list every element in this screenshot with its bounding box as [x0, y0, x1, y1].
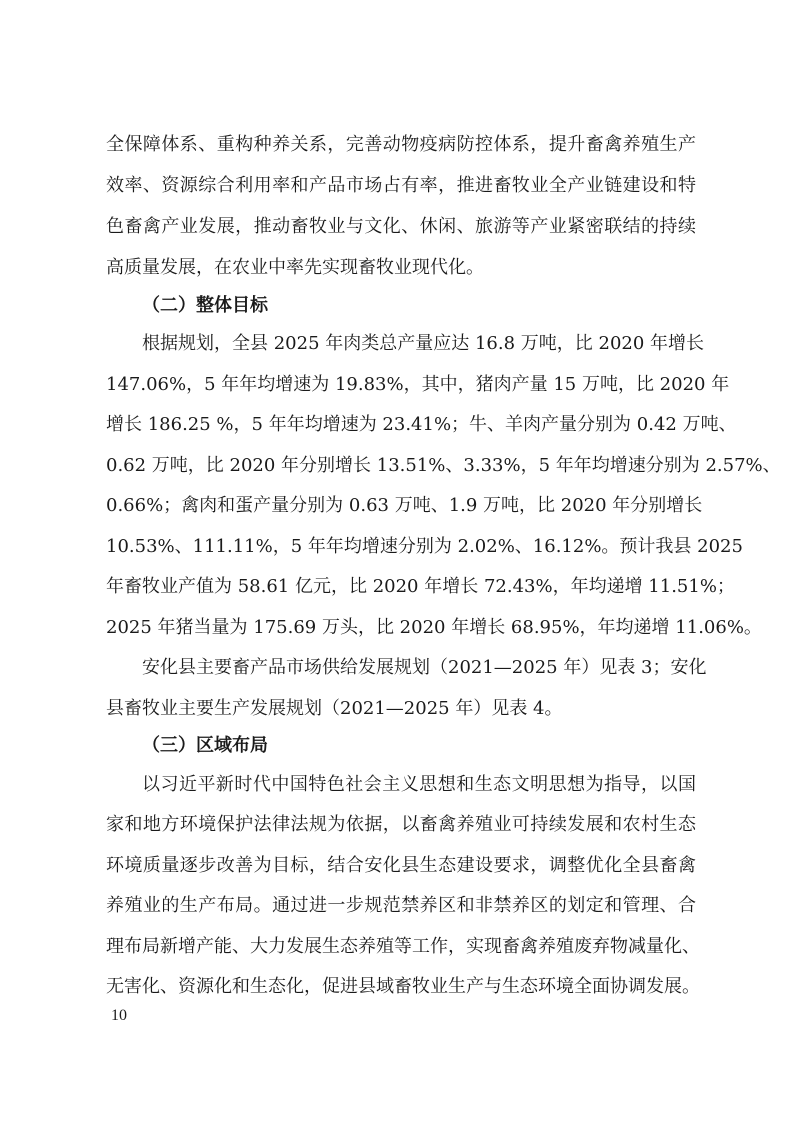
paragraph-2-line-7: 年畜牧业产值为 58.61 亿元，比 2020 年增长 72.43%，年均递增 11.51%； — [106, 576, 735, 597]
paragraph-1-line-3: 色畜禽产业发展，推动畜牧业与文化、休闲、旅游等产业紧密联结的持续 — [106, 216, 696, 237]
paragraph-3-line-1: 安化县主要畜产品市场供给发展规划（2021—2025 年）见表 3；安化 — [142, 657, 707, 678]
paragraph-2-line-6: 10.53%、111.11%，5 年年均增速分别为 2.02%、16.12%。预计我县 2025 — [106, 536, 743, 557]
paragraph-1-line-2: 效率、资源综合利用率和产品市场占有率，推进畜牧业全产业链建设和特 — [106, 175, 696, 196]
paragraph-2-line-2: 147.06%，5 年年均增速为 19.83%，其中，猪肉产量 15 万吨，比 2020 年 — [106, 374, 730, 395]
paragraph-2-line-4: 0.62 万吨，比 2020 年分别增长 13.51%、3.33%，5 年年均增速分别为 2.57%、 — [106, 455, 781, 476]
section-heading-overall-goals: （二）整体目标 — [142, 295, 268, 316]
paragraph-4-line-4: 养殖业的生产布局。通过进一步规范禁养区和非禁养区的划定和管理、合 — [106, 895, 696, 916]
paragraph-3-line-2: 县畜牧业主要生产发展规划（2021—2025 年）见表 4。 — [106, 698, 563, 719]
page-number: 10 — [111, 1007, 127, 1024]
paragraph-2-line-8: 2025 年猪当量为 175.69 万头，比 2020 年增长 68.95%，年均递增 11.06%。 — [106, 617, 762, 638]
paragraph-1-line-1: 全保障体系、重构种养关系，完善动物疫病防控体系，提升畜禽养殖生产 — [106, 134, 696, 155]
paragraph-2-line-3: 增长 186.25 %，5 年年均增速为 23.41%；牛、羊肉产量分别为 0.42 万吨、 — [106, 414, 737, 435]
paragraph-4-line-5: 理布局新增产能、大力发展生态养殖等工作，实现畜禽养殖废弃物减量化、 — [106, 936, 700, 957]
paragraph-4-line-6: 无害化、资源化和生态化，促进县域畜牧业生产与生态环境全面协调发展。 — [106, 976, 700, 997]
paragraph-2-line-5: 0.66%；禽肉和蛋产量分别为 0.63 万吨、1.9 万吨，比 2020 年分别增长 — [106, 495, 703, 516]
paragraph-4-line-2: 家和地方环境保护法律法规为依据，以畜禽养殖业可持续发展和农村生态 — [106, 814, 696, 835]
paragraph-2-line-1: 根据规划，全县 2025 年肉类总产量应达 16.8 万吨，比 2020 年增长 — [142, 333, 705, 354]
paragraph-4-line-1: 以习近平新时代中国特色社会主义思想和生态文明思想为指导，以国 — [142, 774, 696, 795]
section-heading-regional-layout: （三）区域布局 — [142, 735, 268, 756]
paragraph-1-line-4: 高质量发展，在农业中率先实现畜牧业现代化。 — [106, 257, 484, 278]
paragraph-4-line-3: 环境质量逐步改善为目标，结合安化县生态建设要求，调整优化全县畜禽 — [106, 855, 696, 876]
